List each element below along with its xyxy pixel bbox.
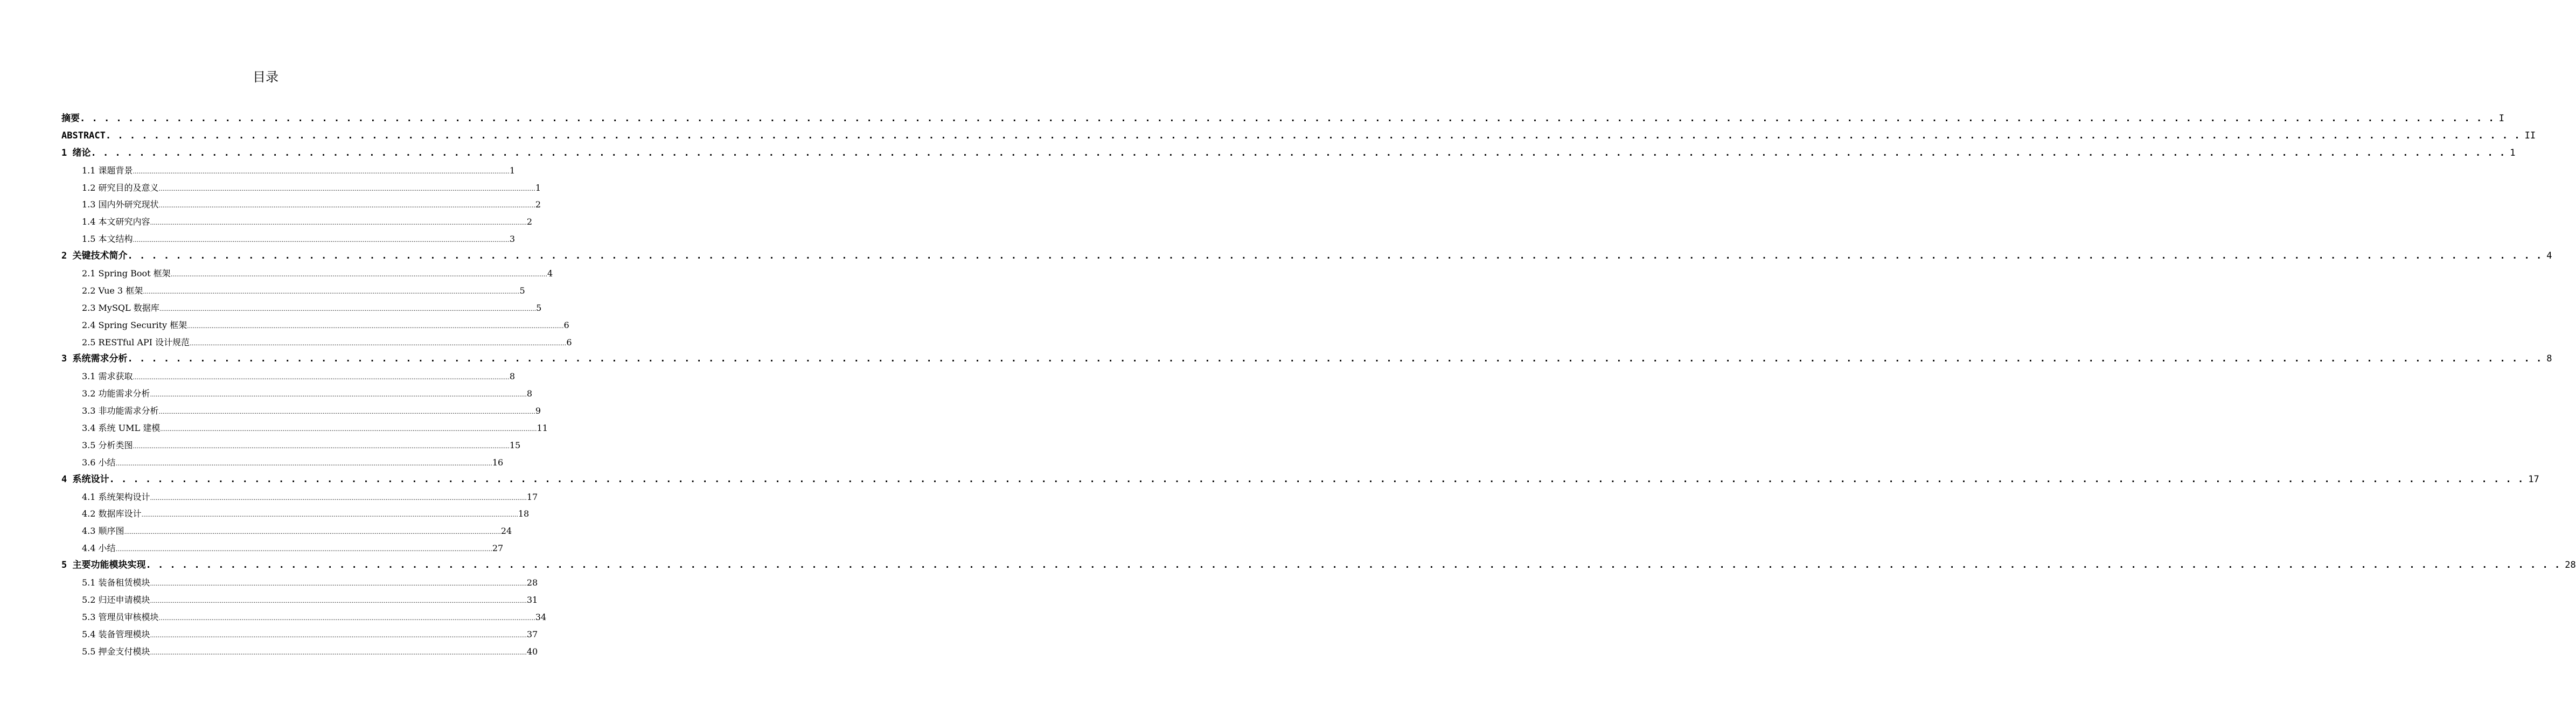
- toc-entry-label: 3.2 功能需求分析: [82, 388, 150, 399]
- toc-dot-leader: ........................................................................................................................................................................................................: [150, 391, 527, 399]
- toc-dot-leader: . . . . . . . . . . . . . . . . . . . . . . . . . . . . . . . . . . . . . . . . . . . . . . . . . . . . . . . . . . . . . . . . . . . . . . . . . . . . . . . . . . . . . . . . . . . . . . . . . . . . . . . . . . . . . . . . . . . . . . . . . . . . . . . . . . . . . . . . . . . . . . . . . . . . . . . . . . . . . . . . . . . . . . . . . . . . . . . . . . . . . . . . . . . . . . . . . . . . . . . .: [90, 147, 2506, 158]
- toc-dot-leader: ........................................................................................................................................................................................................: [150, 631, 527, 639]
- toc-dot-leader: . . . . . . . . . . . . . . . . . . . . . . . . . . . . . . . . . . . . . . . . . . . . . . . . . . . . . . . . . . . . . . . . . . . . . . . . . . . . . . . . . . . . . . . . . . . . . . . . . . . . . . . . . . . . . . . . . . . . . . . . . . . . . . . . . . . . . . . . . . . . . . . . . . . . . . . . . . . . . . . . . . . . . . . . . . . . . . . . . . . . . . . . . . . . . . . . . . . . . . . .: [80, 113, 2495, 124]
- toc-entry-label: 5.5 押金支付模块: [82, 646, 150, 657]
- toc-entry-label: 1.3 国内外研究现状: [82, 199, 159, 210]
- toc-page-number: 4: [2546, 250, 2552, 262]
- toc-section-entry[interactable]: [61, 523, 512, 540]
- toc-section-entry[interactable]: [61, 317, 569, 334]
- toc-section-entry[interactable]: [61, 420, 548, 437]
- toc-page-number: 6: [563, 319, 569, 330]
- toc-page-number: 27: [492, 543, 504, 554]
- page-title: 目录: [253, 69, 279, 85]
- toc-page-number: 5: [536, 302, 542, 313]
- toc-page-number: 1: [535, 182, 541, 193]
- toc-section-entry[interactable]: [61, 162, 516, 179]
- toc-entry-label: 3.1 需求获取: [82, 371, 133, 382]
- toc-dot-leader: ........................................................................................................................................................................................................: [150, 219, 527, 227]
- toc-entry-label: 5 主要功能模块实现: [61, 560, 146, 571]
- toc-entry-label: 2 关键技术简介: [61, 250, 128, 262]
- toc-dot-leader: ........................................................................................................................................................................................................: [133, 374, 510, 381]
- toc-dot-leader: ........................................................................................................................................................................................................: [150, 597, 527, 604]
- toc-dot-leader: ........................................................................................................................................................................................................: [170, 271, 548, 279]
- toc-section-entry[interactable]: [61, 505, 530, 523]
- toc-section-entry[interactable]: [61, 179, 541, 197]
- toc-entry-label: 1.5 本文结构: [82, 234, 133, 245]
- toc-section-entry[interactable]: [61, 300, 542, 317]
- toc-entry-label: 5.1 装备租赁模块: [82, 577, 150, 588]
- toc-page-number: 1: [509, 165, 516, 176]
- toc-section-entry[interactable]: [61, 402, 541, 420]
- toc-entry-label: 2.1 Spring Boot 框架: [82, 268, 171, 279]
- toc-dot-leader: . . . . . . . . . . . . . . . . . . . . . . . . . . . . . . . . . . . . . . . . . . . . . . . . . . . . . . . . . . . . . . . . . . . . . . . . . . . . . . . . . . . . . . . . . . . . . . . . . . . . . . . . . . . . . . . . . . . . . . . . . . . . . . . . . . . . . . . . . . . . . . . . . . . . . . . . . . . . . . . . . . . . . . . . . . . . . . . . . . . . . . . . . . . . . . . . . . . . . . . .: [145, 560, 2561, 571]
- toc-dot-leader: ........................................................................................................................................................................................................: [150, 649, 527, 656]
- toc-dot-leader: ........................................................................................................................................................................................................: [124, 528, 501, 536]
- toc-dot-leader: ........................................................................................................................................................................................................: [190, 339, 567, 347]
- toc-entry-label: 4.1 系统架构设计: [82, 491, 150, 502]
- toc-page-number: 28: [2565, 560, 2576, 571]
- toc-chapter-entry[interactable]: [61, 248, 2552, 265]
- toc-page-number: 9: [535, 406, 541, 416]
- toc-page-number: 8: [2546, 353, 2552, 365]
- toc-section-entry[interactable]: [61, 368, 516, 385]
- toc-dot-leader: ........................................................................................................................................................................................................: [160, 426, 537, 433]
- toc-page-number: 37: [526, 629, 538, 639]
- toc-entry-label: 5.3 管理员审核模块: [82, 611, 159, 622]
- toc-page-number: 4: [547, 268, 553, 279]
- toc-page-number: 24: [500, 526, 512, 537]
- toc-dot-leader: ........................................................................................................................................................................................................: [143, 288, 520, 295]
- toc-chapter-entry[interactable]: [61, 128, 2536, 145]
- toc-dot-leader: . . . . . . . . . . . . . . . . . . . . . . . . . . . . . . . . . . . . . . . . . . . . . . . . . . . . . . . . . . . . . . . . . . . . . . . . . . . . . . . . . . . . . . . . . . . . . . . . . . . . . . . . . . . . . . . . . . . . . . . . . . . . . . . . . . . . . . . . . . . . . . . . . . . . . . . . . . . . . . . . . . . . . . . . . . . . . . . . . . . . . . . . . . . . . . . . . . . . . . . .: [127, 250, 2543, 262]
- toc-entry-label: 5.4 装备管理模块: [82, 629, 150, 639]
- toc-page-number: 8: [509, 371, 516, 382]
- toc-entry-label: 1.4 本文研究内容: [82, 217, 150, 227]
- toc-entry-label: 2.5 RESTful API 设计规范: [82, 337, 190, 347]
- toc-section-entry[interactable]: [61, 643, 538, 660]
- toc-entry-label: ABSTRACT: [61, 130, 106, 141]
- toc-entry-label: 3.5 分析类图: [82, 440, 133, 450]
- toc-entry-label: 2.4 Spring Security 框架: [82, 319, 187, 330]
- toc-dot-leader: ........................................................................................................................................................................................................: [133, 442, 510, 450]
- toc-dot-leader: ........................................................................................................................................................................................................: [115, 546, 492, 553]
- toc-entry-label: 4.2 数据库设计: [82, 509, 142, 519]
- table-of-contents: [61, 110, 2576, 660]
- toc-page-number: 3: [509, 234, 516, 245]
- toc-entry-label: 3.6 小结: [82, 457, 116, 468]
- toc-section-entry[interactable]: [61, 591, 538, 609]
- toc-page-number: 40: [526, 646, 538, 657]
- toc-chapter-entry[interactable]: [61, 110, 2504, 128]
- toc-page-number: 2: [526, 217, 533, 227]
- toc-dot-leader: ........................................................................................................................................................................................................: [158, 408, 535, 416]
- toc-page-number: 2: [535, 199, 541, 210]
- toc-entry-label: 3 系统需求分析: [61, 353, 128, 365]
- toc-entry-label: 4 系统设计: [61, 474, 109, 485]
- toc-section-entry[interactable]: [61, 385, 533, 402]
- toc-section-entry[interactable]: [61, 609, 547, 626]
- toc-page-number: 17: [2528, 474, 2539, 485]
- toc-section-entry[interactable]: [61, 282, 525, 300]
- toc-page-number: 18: [518, 509, 530, 519]
- toc-page-number: 31: [526, 594, 538, 605]
- toc-page-number: 34: [535, 611, 547, 622]
- toc-entry-label: 1 绪论: [61, 147, 91, 158]
- toc-chapter-entry[interactable]: [61, 351, 2552, 368]
- toc-page-number: 5: [519, 285, 525, 296]
- toc-chapter-entry[interactable]: [61, 145, 2516, 162]
- toc-page-number: 28: [526, 577, 538, 588]
- toc-entry-label: 5.2 归还申请模块: [82, 594, 150, 605]
- toc-chapter-entry[interactable]: [61, 471, 2539, 489]
- toc-dot-leader: ........................................................................................................................................................................................................: [150, 494, 527, 502]
- toc-dot-leader: ........................................................................................................................................................................................................: [115, 460, 492, 467]
- toc-dot-leader: ........................................................................................................................................................................................................: [150, 580, 527, 588]
- toc-section-entry[interactable]: [61, 489, 538, 506]
- toc-dot-leader: . . . . . . . . . . . . . . . . . . . . . . . . . . . . . . . . . . . . . . . . . . . . . . . . . . . . . . . . . . . . . . . . . . . . . . . . . . . . . . . . . . . . . . . . . . . . . . . . . . . . . . . . . . . . . . . . . . . . . . . . . . . . . . . . . . . . . . . . . . . . . . . . . . . . . . . . . . . . . . . . . . . . . . . . . . . . . . . . . . . . . . . . . . . . . . . . . . . . . . . .: [105, 130, 2521, 141]
- toc-section-entry[interactable]: [61, 265, 553, 282]
- toc-page-number: 15: [509, 440, 521, 450]
- toc-section-entry[interactable]: [61, 196, 541, 213]
- toc-section-entry[interactable]: [61, 574, 538, 591]
- toc-page-number: 11: [537, 423, 548, 434]
- toc-entry-label: 3.3 非功能需求分析: [82, 406, 159, 416]
- toc-entry-label: 摘要: [61, 113, 80, 124]
- toc-dot-leader: ........................................................................................................................................................................................................: [187, 322, 564, 330]
- toc-dot-leader: ........................................................................................................................................................................................................: [141, 511, 518, 519]
- toc-page-number: 16: [492, 457, 504, 468]
- toc-page-number: II: [2524, 130, 2536, 141]
- toc-entry-label: 1.2 研究目的及意义: [82, 182, 159, 193]
- toc-section-entry[interactable]: [61, 454, 504, 471]
- toc-section-entry[interactable]: [61, 626, 538, 643]
- toc-section-entry[interactable]: [61, 231, 516, 248]
- toc-dot-leader: . . . . . . . . . . . . . . . . . . . . . . . . . . . . . . . . . . . . . . . . . . . . . . . . . . . . . . . . . . . . . . . . . . . . . . . . . . . . . . . . . . . . . . . . . . . . . . . . . . . . . . . . . . . . . . . . . . . . . . . . . . . . . . . . . . . . . . . . . . . . . . . . . . . . . . . . . . . . . . . . . . . . . . . . . . . . . . . . . . . . . . . . . . . . . . . . . . . . . . . .: [127, 353, 2543, 365]
- toc-dot-leader: ........................................................................................................................................................................................................: [158, 614, 535, 622]
- toc-entry-label: 1.1 课题背景: [82, 165, 133, 176]
- toc-dot-leader: ........................................................................................................................................................................................................: [159, 305, 537, 312]
- toc-page-number: 17: [526, 491, 538, 502]
- toc-dot-leader: ........................................................................................................................................................................................................: [133, 236, 510, 244]
- toc-section-entry[interactable]: [61, 437, 521, 454]
- toc-entry-label: 4.4 小结: [82, 543, 116, 554]
- toc-dot-leader: ........................................................................................................................................................................................................: [158, 202, 535, 210]
- toc-chapter-entry[interactable]: [61, 557, 2576, 574]
- toc-entry-label: 2.2 Vue 3 框架: [82, 285, 143, 296]
- toc-dot-leader: ........................................................................................................................................................................................................: [158, 185, 535, 192]
- toc-entry-label: 2.3 MySQL 数据库: [82, 302, 159, 313]
- toc-page-number: 6: [566, 337, 572, 347]
- toc-dot-leader: ........................................................................................................................................................................................................: [133, 168, 510, 175]
- toc-page-number: 1: [2510, 147, 2516, 158]
- toc-section-entry[interactable]: [61, 334, 572, 351]
- toc-page-number: I: [2498, 113, 2504, 124]
- toc-section-entry[interactable]: [61, 213, 533, 231]
- toc-section-entry[interactable]: [61, 540, 504, 557]
- toc-entry-label: 4.3 顺序图: [82, 526, 124, 537]
- toc-entry-label: 3.4 系统 UML 建模: [82, 423, 161, 434]
- toc-dot-leader: . . . . . . . . . . . . . . . . . . . . . . . . . . . . . . . . . . . . . . . . . . . . . . . . . . . . . . . . . . . . . . . . . . . . . . . . . . . . . . . . . . . . . . . . . . . . . . . . . . . . . . . . . . . . . . . . . . . . . . . . . . . . . . . . . . . . . . . . . . . . . . . . . . . . . . . . . . . . . . . . . . . . . . . . . . . . . . . . . . . . . . . . . . . . . . . . . . . . . . . .: [109, 474, 2524, 485]
- toc-page-number: 8: [526, 388, 533, 399]
